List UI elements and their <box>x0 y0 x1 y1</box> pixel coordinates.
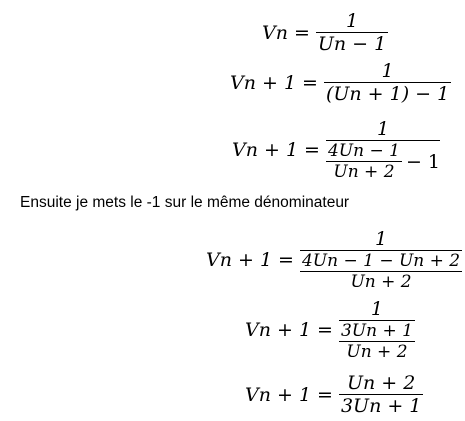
denominator: 3Un + 1 <box>340 395 422 417</box>
inner-denominator: Un + 2 <box>333 162 395 182</box>
denominator: (Un + 1) − 1 <box>325 83 450 105</box>
equation-lhs: Vn <box>262 21 288 44</box>
fraction <box>316 10 388 55</box>
equation-lhs: Vn + 1 <box>245 383 312 406</box>
equation-lhs: Vn + 1 <box>206 249 273 271</box>
numerator: 1 <box>381 60 394 82</box>
equation-4 <box>206 228 462 292</box>
inner-denominator: Un + 2 <box>346 342 408 362</box>
equation-2 <box>230 60 451 105</box>
equals-sign: = <box>278 249 294 271</box>
compound-denominator <box>326 141 440 182</box>
equation-3 <box>232 118 440 182</box>
fraction <box>339 298 415 362</box>
equation-6 <box>245 372 423 417</box>
fraction <box>339 372 423 417</box>
numerator: 1 <box>346 10 359 32</box>
inner-denominator: Un + 2 <box>350 272 412 292</box>
numerator: 1 <box>370 298 383 320</box>
equals-sign: = <box>317 383 333 406</box>
inner-fraction <box>300 251 462 292</box>
equation-lhs: Vn + 1 <box>245 319 312 341</box>
minus-one-term: − 1 <box>405 150 440 173</box>
fraction <box>326 118 440 182</box>
fraction <box>324 60 451 105</box>
equals-sign: = <box>302 71 318 94</box>
equation-5 <box>245 298 415 362</box>
equation-1 <box>262 10 388 55</box>
equals-sign: = <box>304 139 320 161</box>
equation-lhs: Vn + 1 <box>230 71 297 94</box>
numerator: 1 <box>376 118 390 140</box>
inner-fraction <box>339 321 415 362</box>
equals-sign: = <box>317 319 333 341</box>
inner-numerator: 4Un − 1 <box>327 141 400 161</box>
inner-fraction <box>326 141 402 182</box>
explanation-text: Ensuite je mets le -1 sur le même dénominateur <box>20 194 350 211</box>
fraction <box>300 228 462 292</box>
inner-numerator: 4Un − 1 − Un + 2 <box>301 251 461 271</box>
equation-lhs: Vn + 1 <box>232 139 299 161</box>
numerator: 1 <box>375 228 388 250</box>
numerator: Un + 2 <box>347 372 416 394</box>
denominator: Un − 1 <box>317 33 387 55</box>
inner-numerator: 3Un + 1 <box>340 321 413 341</box>
equals-sign: = <box>293 21 310 44</box>
